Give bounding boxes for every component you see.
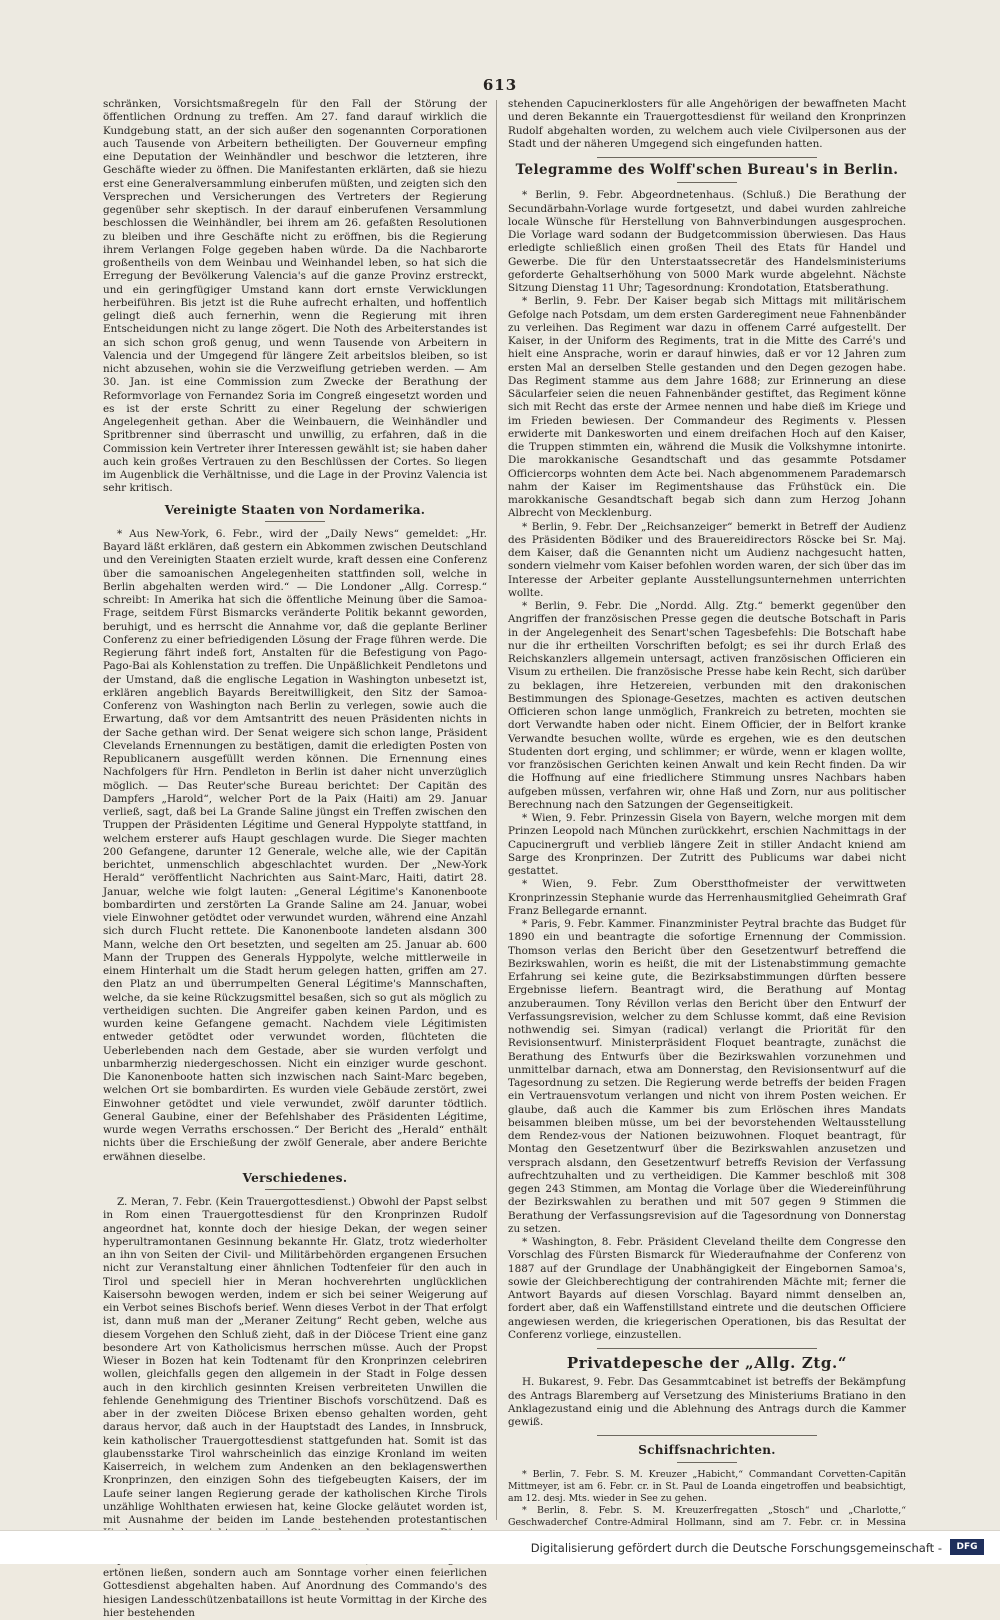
- telegram-item: * Berlin, 9. Febr. Der „Reichsanzeiger“ bemerkt in Betreff der Audienz des Präsidenten Bödiker und des Brauereidirectors Röscke bei Sr. Maj. dem Kaiser, daß die Genannten nicht um Audienz nachgesucht hatten, sondern vielmehr vom Kaiser befohlen worden waren, der sich über das im Interesse der Arbeiter geplante Ausstellungsunternehmen unterrichten wollte.: [508, 520, 906, 599]
- digitization-footer: [0, 1530, 1000, 1564]
- us-section-heading: Vereinigte Staaten von Nordamerika.: [164, 502, 426, 517]
- dfg-logo: DFG: [950, 1539, 984, 1555]
- private-dispatch-text: H. Bukarest, 9. Febr. Das Gesammtcabinet ist betreffs der Bekämpfung des Antrags Blaremberg auf Versetzung des Ministeriums Bratiano in den Anklagezustand einig und die Ablehnung des Antrags durch die Kammer gewiß.: [508, 1376, 906, 1428]
- telegram-section-heading: Telegramme des Wolff'schen Bureau's in Berlin.: [515, 162, 899, 178]
- section-rule: [597, 1348, 817, 1349]
- misc-section-heading: Verschiedenes.: [242, 1170, 348, 1185]
- heading-rule: [265, 521, 325, 522]
- misc-section-text: Z. Meran, 7. Febr. (Kein Trauergottesdienst.) Obwohl der Papst selbst in Rom einen Trauergottesdienst für den Kronprinzen Rudolf angeordnet hat, konnte doch der hiesige Dekan, der wegen seiner hyperultramontanen Gesinnung bekannte Hr. Glatz, trotz wiederholter an ihn von Seiten der Civil- und Militärbehörden ergangenen Ersuchen nicht zur Veranstaltung einer ähnlichen Todtenfeier für den auch in Tirol und speciell hier in Meran hochverehrten unglücklichen Kaisersohn bewogen werden, indem er sich bei seiner Weigerung auf ein Verbot seines Bischofs berief. Wenn dieses Verbot in der That erfolgt ist, dann muß man der „Meraner Zeitung“ Recht geben, welche aus diesem Vorgehen den Schluß zieht, daß in der Diöcese Trient eine ganz besondere Art von Katholicismus herrschen müsse. Auch der Propst Wieser in Bozen hat kein Todtenamt für den Kronprinzen celebriren wollen, gleichfalls gegen den allgemein in der Stadt in Folge dessen auch in den kirchlich gesinnten Kreisen verbreiteten Unwillen die fehlende Genehmigung des Trientiner Bischofs vorschützend. Daß es aber in der zweiten Diöcese Brixen ebenso gehalten worden, geht daraus hervor, daß auch in der Hauptstadt des Landes, in Innsbruck, kein katholischer Trauergottesdienst stattgefunden hat. Somit ist das glaubensstarke Tirol wahrscheinlich das einzige Kronland im weiten Kaiserreich, in welchem zum Andenken an den beklagenswerthen Kronprinzen, den einzigen Sohn des tiefgebeugten Kaisers, der im Laufe seiner langen Regierung gerade der katholischen Kirche Tirols unzählige Wohlthaten erwiesen hat, keine Glocke geläutet worden ist, mit Ausnahme der beiden im Lande bestehenden protestantischen ertönen ließen, sondern auch am Sonntage vorher einen feierlichen Gottesdienst abgehalten haben. Auf Anordnung des Commando's des hiesigen Landesschützenbataillons ist heute Vormittag in der Kirche des hier bestehenden: [103, 1196, 487, 1619]
- us-section-text: * Aus New-York, 6. Febr., wird der „Daily News“ gemeldet: „Hr. Bayard läßt erklären, daß gestern ein Abkommen zwischen Deutschland und den Vereinigten Staaten erzielt wurde, kraft dessen eine Conferenz über die samoanischen Angelegenheiten stattfinden soll, welche in Berlin abgehalten werden wird.“ — Die Londoner „Allg. Corresp.“ schreibt: In Amerika hat sich die öffentliche Meinung über die Samoa-Frage, seitdem Fürst Bismarcks veränderte Politik bekannt geworden, beruhigt, und es herrscht die Annahme vor, daß die geplante Berliner Conferenz zu einer befriedigenden Lösung der Frage führen werde. Die Regierung fährt indeß fort, Anstalten für die Befestigung von Pago-Pago-Bai als Kohlenstation zu treffen. Die Unpäßlichkeit Pendletons und der Umstand, daß die englische Legation in Washington unbesetzt ist, erklären angeblich Bayards Bereitwilligkeit, den Sitz der Samoa-Conferenz von Washington nach Berlin zu verlegen, sowie auch die Erwartung, daß vor dem Amtsantritt des neuen Präsidenten nichts in der Sache gethan wird. Der Senat weigere sich schon lange, Präsident Clevelands Ernennungen zu bestätigen, damit die erledigten Posten von Republicanern ausgefüllt werden können. Die Ernennung eines Nachfolgers für Hrn. Pendleton in Berlin ist daher nicht unverzüglich möglich. — Das Reuter'sche Bureau berichtet: Der Capitän des Dampfers „Harold“, welcher Port de la Paix (Haiti) am 29. Januar verließ, sagt, daß bei La Grande Saline jüngst ein Treffen zwischen den Truppen der Präsidenten Légitime und General Hyppolyte stattfand, in welchem ersterer aufs Haupt geschlagen wurde. Die Sieger machten 200 Gefangene, darunter 12 Generale, welche alle, wie der Capitän berichtet, unmenschlich abgeschlachtet wurden. Der „New-York Herald“ veröffentlicht Nachrichten aus Saint-Marc, Haiti, datirt 28. Januar, welche wie folgt lauten: „General Légitime's Kanonenboote bombardirten und zerstörten La Grande Saline am 24. Januar, wobei viele Einwohner getödtet oder verwundet wurden, während eine Anzahl sich durch Flucht rettete. Die Kanonenboote landeten alsdann 300 Mann, welche den Ort besetzten, und segelten am 25. Januar ab. 600 Mann der Truppen des Generals Hyppolyte, welche mittlerweile in einem Hinterhalt um die Stadt herum gelegen hatten, griffen am 27. den Platz an und überrumpelten General Légitime's Mannschaften, welche, da sie keine Rückzugsmittel besaßen, sich so gut als möglich zu vertheidigen suchten. Die Angreifer gaben keinen Pardon, und es wurden keine Gefangene gemacht. Nachdem viele Légitimisten entweder getödtet oder verwundet worden, flüchteten die Ueberlebenden nach dem Gestade, aber sie wurden verfolgt und unbarmherzig niedergeschossen. Nicht ein einziger wurde geschont. Die Kanonenboote hatten sich inzwischen nach Saint-Marc begeben, welchen Ort sie bombardirten. Es wurden viele Gebäude zerstört, zwei Einwohner getödtet und viele verwundet, zwölf darunter tödtlich. General Gaubine, einer der Befehlshaber des Präsidenten Légitime, wurde wegen Verraths erschossen.“ Der Bericht des „Herald“ enthält nichts über die Erschießung der zwölf Generale, aber andere Berichte erwähnen dieselbe.: [103, 527, 487, 1163]
- section-rule: [597, 1435, 817, 1436]
- page-number: 613: [482, 76, 518, 94]
- heading-rule: [677, 1462, 737, 1463]
- telegram-item: * Paris, 9. Febr. Kammer. Finanzminister Peytral brachte das Budget für 1890 ein und beantragte die sofortige Ernennung der Commission. Thomson verlas den Bericht über den Gesetzentwurf betreffend die Bezirkswahlen, worin es heißt, die mit der Listenabstimmung gemachte Erfahrung sei keine gute, die Bezirksabstimmungen dürften bessere Ergebnisse liefern. Beantragt wird, die Berathung auf Montag anzuberaumen. Tony Révillon verlas den Bericht über den Entwurf der Verfassungsrevision, welcher zu dem Schlusse kommt, daß eine Revision nothwendig sei. Simyan (radical) verlangt die Priorität für den Revisionsentwurf. Ministerpräsident Floquet beantragte, zunächst die Berathung des Entwurfs über die Bezirkswahlen vorzunehmen und unmittelbar darnach, etwa am Donnerstag, den Revisionsentwurf auf die Tagesordnung zu setzen. Die Regierung werde betreffs der beiden Fragen ein Vertrauensvotum verlangen und nicht von ihrem Posten weichen. Er glaube, daß auch die Kammer bis zum Erlöschen ihres Mandats beisammen bleiben müsse, um bei der bevorstehenden Weltausstellung dem Rendez-vous der Nationen beizuwohnen. Floquet beantragt, für Montag den Gesetzentwurf über die Bezirkswahlen anzusetzen und versprach alsdann, den Gesetzentwurf betreffs Revision der Verfassung aufrechtzuhalten und zu vertheidigen. Die Kammer beschloß mit 308 gegen 243 Stimmen, am Montag die Vorlage über die Wiedereinführung der Bezirkswahlen zu berathen und mit 507 gegen 9 Stimmen die Berathung der Verfassungsrevision auf die Tagesordnung von Donnerstag zu setzen.: [508, 918, 906, 1235]
- ship-news-item: * Berlin, 8. Febr. S. M. Kreuzerfregatten „Stosch“ und „Charlotte,“ Geschwaderchef Contre-Admiral Hollmann, sind am 7. Febr. cr. in Messina: [508, 1504, 906, 1528]
- telegram-item: * Berlin, 9. Febr. Die „Nordd. Allg. Ztg.“ bemerkt gegenüber den Angriffen der französischen Presse gegen die deutsche Botschaft in Paris in der Angelegenheit des Senart'schen Tagesbefehls: Die Botschaft habe nur die ihr ertheilten Vorschriften befolgt; es sei ihr durch Erlaß des Reichskanzlers allgemein untersagt, activen französischen Officieren ein Visum zu ertheilen. Die französische Presse habe kein Recht, sich darüber zu beklagen, ihre Hetzereien, verbunden mit den drakonischen Bestimmungen des Spionage-Gesetzes, machten es activen deutschen Officieren schon lange unmöglich, Frankreich zu betreten, mochten sie dort Verwandte haben oder nicht. Einem Officier, der in Belfort kranke Verwandte besuchen wollte, würde es ergehen, wie es den deutschen Studenten dort erging, und schlimmer; er würde, wenn er klagen wollte, vor französischen Gerichten keinen Anwalt und kein Recht finden. Da wir die Hoffnung auf eine friedlichere Stimmung unsres Nachbars haben aufgeben müssen, verfahren wir, ohne Haß und Zorn, nur aus politischer Berechnung nach den Satzungen der Gegenseitigkeit.: [508, 600, 906, 811]
- ship-news-heading: Schiffsnachrichten.: [638, 1443, 776, 1458]
- telegram-item: * Washington, 8. Febr. Präsident Cleveland theilte dem Congresse den Vorschlag des Fürsten Bismarck für Wiederaufnahme der Conferenz von 1887 auf der Grundlage der Unabhängigkeit der Eingebornen Samoa's, sowie der Gleichberechtigung der contrahirenden Mächte mit; ferner die Antwort Bayards auf diesen Vorschlag. Bayard nimmt denselben an, fordert aber, daß ein Waffenstillstand eintrete und die deutschen Officiere angewiesen werden, die kriegerischen Operationen, bis das Resultat der Conferenz vorliege, einzustellen.: [508, 1236, 906, 1341]
- heading-rule: [677, 182, 737, 183]
- left-column: [103, 98, 487, 1619]
- telegram-item: * Berlin, 9. Febr. Abgeordnetenhaus. (Schluß.) Die Berathung der Secundärbahn-Vorlage wurde fortgesetzt, und dabei wurden zahlreiche locale Wünsche für Herstellung von Bahnverbindungen ausgesprochen. Die Vorlage ward sodann der Budgetcommission überwiesen. Das Haus erledigte schließlich einen großen Theil des Etats für Handel und Gewerbe. Die für den Unterstaatssecretär des Handelsministeriums geforderte Gehaltserhöhung von 5000 Mark wurde abgelehnt. Nächste Sitzung Dienstag 11 Uhr; Tagesordnung: Krondotation, Etatsberathung.: [508, 189, 906, 294]
- funding-credit-text: Digitalisierung gefördert durch die Deutsche Forschungsgemeinschaft -: [530, 1541, 942, 1555]
- left-intro-paragraph: schränken, Vorsichtsmaßregeln für den Fall der Störung der öffentlichen Ordnung zu treffen. Am 27. fand darauf wirklich die Kundgebung statt, an der sich außer den sogenannten Corporationen auch Tausende von Arbeitern betheiligten. Der Gouverneur empfing eine Deputation der Weinhändler und beschwor die letzteren, ihre Geschäfte wieder zu öffnen. Die Manifestanten erklärten, daß sie hiezu erst eine Generalversammlung einberufen müßten, und zeigten sich den Versprechen und Versicherungen des Vertreters der Regierung gegenüber sehr skeptisch. In der darauf einberufenen Versammlung beschlossen die Weinhändler, bei ihrem am 26. gefaßten Resolutionen zu bleiben und ihre Geschäfte nicht zu eröffnen, bis die Regierung ihrem Verlangen Folge gegeben haben würde. Da die Nachbarorte großentheils von dem Weinbau und Weinhandel leben, so hat sich die Erregung der Bevölkerung Valencia's auf die ganze Provinz erstreckt, und ein geringfügiger Umstand kann dort ernste Verwicklungen herbeiführen. Bis jetzt ist die Ruhe aufrecht erhalten, und hoffentlich gelingt dieß auch fernerhin, wenn die Regierung mit ihren Entscheidungen nicht zu lange zögert. Die Noth des Arbeiterstandes ist an sich schon groß genug, und wenn Tausende von Arbeitern in Valencia und der Umgegend für längere Zeit arbeitslos bleiben, so ist nicht abzusehen, wohin sie die Verzweiflung getrieben werden. — Am 30. Jan. ist eine Commission zum Zwecke der Berathung der Reformvorlage von Fernandez Soria im Congreß eingesetzt worden und es ist der erste Schritt zu einer Regelung der schwierigen Angelegenheit gethan. Aber die Weinbauern, die Weinhändler und Spritbrenner sind überrascht und unwillig, zu erfahren, daß in die Commission kein Vertreter ihrer Interessen gewählt ist; sie haben daher auch kein großes Vertrauen zu den Beschlüssen der Cortes. So liegen im Augenblick die Verhältnisse, und die Lage in der Provinz Valencia ist sehr kritisch.: [103, 98, 487, 495]
- column-divider: [496, 100, 497, 1520]
- heading-rule: [265, 1189, 325, 1190]
- private-dispatch-heading: Privatdepesche der „Allg. Ztg.“: [566, 1354, 848, 1372]
- right-column: [508, 98, 906, 1528]
- telegram-item: * Berlin, 9. Febr. Der Kaiser begab sich Mittags mit militärischem Gefolge nach Potsdam, um dem ersten Garderegiment neue Fahnenbänder zu verleihen. Das Regiment war dazu in offenem Carré aufgestellt. Der Kaiser, in der Uniform des Regiments, trat in die Mitte des Carré's und hielt eine Ansprache, worin er darauf hinwies, daß er vor 12 Jahren zum ersten Mal an derselben Stelle gestanden und den Degen gezogen habe. Das Regiment stamme aus dem Jahre 1688; zur Erinnerung an diese Säcularfeier seien die neuen Fahnenbänder gestiftet, das Regiment könne sich mit Recht das erste der Armee nennen und habe dieß im Kriege und im Frieden bewiesen. Der Commandeur des Regiments v. Plessen erwiderte mit Dankesworten und einem dreifachen Hoch auf den Kaiser, die Truppen stimmten ein, während die Musik die Volkshymne intonirte. Die marokkanische Gesandtschaft und das gesammte Potsdamer Officiercorps wohnten dem Acte bei. Nach abgenommenem Parademarsch nahm der Kaiser im Regimentshause das Frühstück ein. Die marokkanische Gesandtschaft begab sich dann zum Herzog Johann Albrecht von Mecklenburg.: [508, 295, 906, 520]
- telegram-item: * Wien, 9. Febr. Zum Oberstthofmeister der verwittweten Kronprinzessin Stephanie wurde das Herrenhausmitglied Geheimrath Graf Franz Bellegarde ernannt.: [508, 878, 906, 917]
- ship-news-item: * Berlin, 7. Febr. S. M. Kreuzer „Habicht,“ Commandant Corvetten-Capitän Mittmeyer, ist am 6. Febr. cr. in St. Paul de Loanda eingetroffen und beabsichtigt, am 12. desj. Mts. wieder in See zu gehen.: [508, 1468, 906, 1504]
- telegram-item: * Wien, 9. Febr. Prinzessin Gisela von Bayern, welche morgen mit dem Prinzen Leopold nach München zurückkehrt, erschien Nachmittags in der Capucinergruft und verblieb längere Zeit in stiller Andacht kniend am Sarge des Kronprinzen. Der Zutritt des Publicums war dabei nicht gestattet.: [508, 812, 906, 877]
- right-intro-paragraph: stehenden Capucinerklosters für alle Angehörigen der bewaffneten Macht und deren Bekannte ein Trauergottesdienst für weiland den Kronprinzen Rudolf abgehalten worden, zu welchem auch viele Civilpersonen aus der Stadt und der näheren Umgegend sich eingefunden hatten.: [508, 98, 906, 150]
- section-rule: [597, 157, 817, 158]
